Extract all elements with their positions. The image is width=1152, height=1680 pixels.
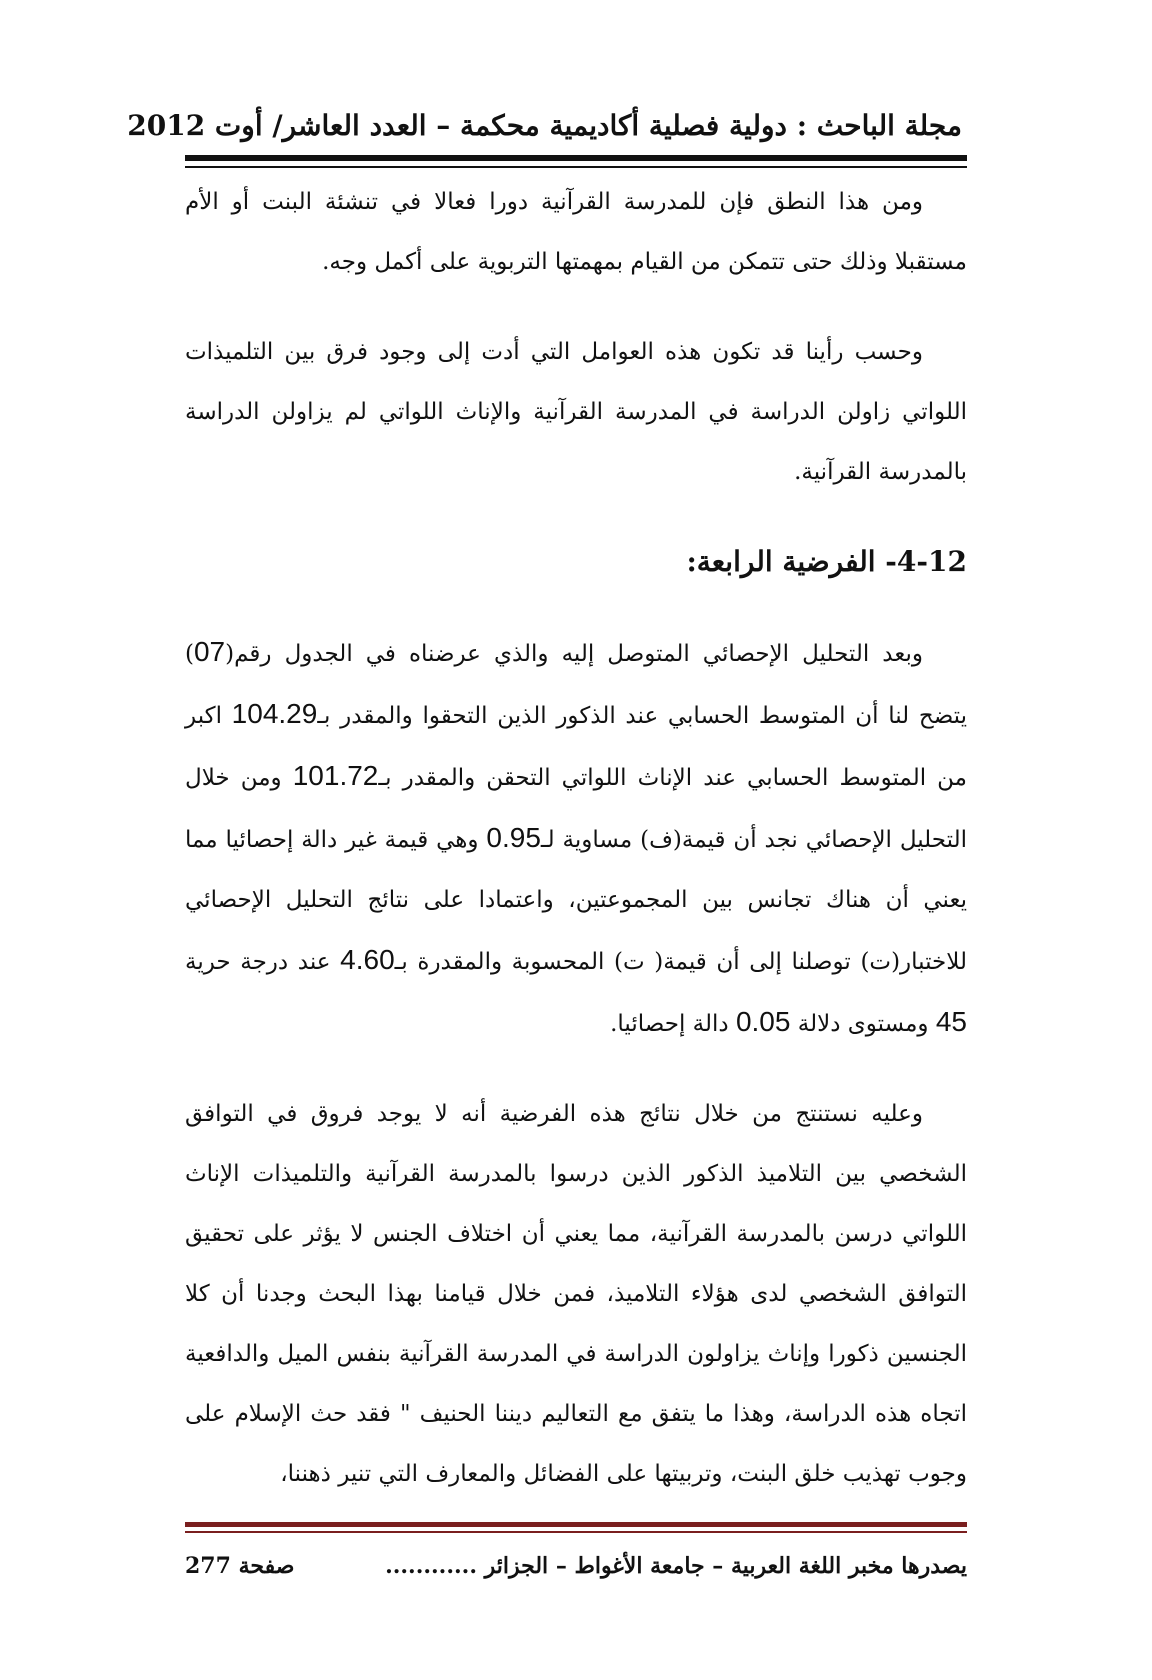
paragraph-gap [185,502,967,532]
paragraph-quranic-school-role: ومن هذا النطق فإن للمدرسة القرآنية دورا فعالا في تنشئة البنت أو الأم مستقبلا وذلك حتى تتمكن من القيام بمهمتها التربوية على أكمل وجه. [185,189,967,275]
stats-text-1: وبعد التحليل الإحصائي المتوصل إليه والذي عرضناه في الجدول رقم( [225,641,923,667]
degrees-of-freedom: 45 [935,1006,967,1037]
journal-header-title: مجلة الباحث : دولية فصلية أكاديمية محكمة – العدد العاشر/ أوت 2012 [127,109,962,142]
stats-text-7: ومستوى دلالة [790,1011,936,1037]
stats-text-3: اكبر من المتوسط الحسابي عند الإناث اللواتي التحقن والمقدر بـ [185,703,967,791]
male-mean-value: 104.29 [231,698,318,729]
stats-text-6: عند درجة حرية [185,949,341,975]
page-footer [185,1538,967,1594]
page-number: صفحة 277 [185,1553,295,1579]
female-mean-value: 101.72 [292,760,379,791]
stats-text-4: ومن خلال التحليل الإحصائي نجد أن قيمة(ف) مساوية لـ [185,765,967,853]
paragraph-opinion-factors: وحسب رأينا قد تكون هذه العوامل التي أدت إلى وجود فرق بين التلميذات اللواتي زاولن الدراسة في المدرسة القرآنية والإناث اللواتي لم يزاولن الدراسة بالمدرسة القرآنية. [185,339,967,485]
stats-text-8: دالة إحصائيا. [610,1011,736,1037]
header-rule-thin [185,166,967,168]
paragraph-gap [185,1054,967,1084]
paragraph-gap [185,292,967,322]
table-number: 07 [193,636,226,667]
t-value: 4.60 [340,944,395,975]
stats-text-2: ) يتضح لنا أن المتوسط الحسابي عند الذكور الذين التحقوا والمقدر بـ [185,641,967,729]
article-body [185,172,967,1504]
stats-text-5: وهي قيمة غير دالة إحصائيا مما يعني أن هناك تجانس بين المجموعتين، واعتمادا على نتائج التحليل الإحصائي للاختبار(ت) توصلنا إلى أن قيمة( ت) المحسوبة والمقدرة بـ [185,827,967,975]
footer-publisher: يصدرها مخبر اللغة العربية – جامعة الأغواط – الجزائر ............ [385,1553,967,1579]
significance-level: 0.05 [735,1006,791,1037]
paragraph-statistical-analysis [185,622,967,1054]
section-heading-fourth-hypothesis: 4-12- الفرضية الرابعة: [686,545,967,578]
paragraph-gap [185,592,967,622]
f-value: 0.95 [486,822,541,853]
footer-rule-thin [185,1531,967,1533]
footer-rule-thick [185,1522,967,1527]
header-rule-thick [185,155,967,161]
paragraph-conclusion: وعليه نستنتج من خلال نتائج هذه الفرضية أنه لا يوجد فروق في التوافق الشخصي بين التلاميذ الذكور الذين درسوا بالمدرسة القرآنية والتلميذات الإناث اللواتي درسن بالمدرسة القرآنية، مما يعني أن اختلاف الجنس لا يؤثر على تحقيق التوافق الشخصي لدى هؤلاء التلاميذ، فمن خلال قيامنا بهذا البحث وجدنا أن كلا الجنسين ذكورا وإناث يزاولون الدراسة في المدرسة القرآنية بنفس الميل والدافعية اتجاه هذه الدراسة، وهذا ما يتفق مع التعاليم ديننا الحنيف " فقد حث الإسلام على وجوب تهذيب خلق البنت، وتربيتها على الفضائل والمعارف التي تنير ذهننا، [185,1101,967,1487]
